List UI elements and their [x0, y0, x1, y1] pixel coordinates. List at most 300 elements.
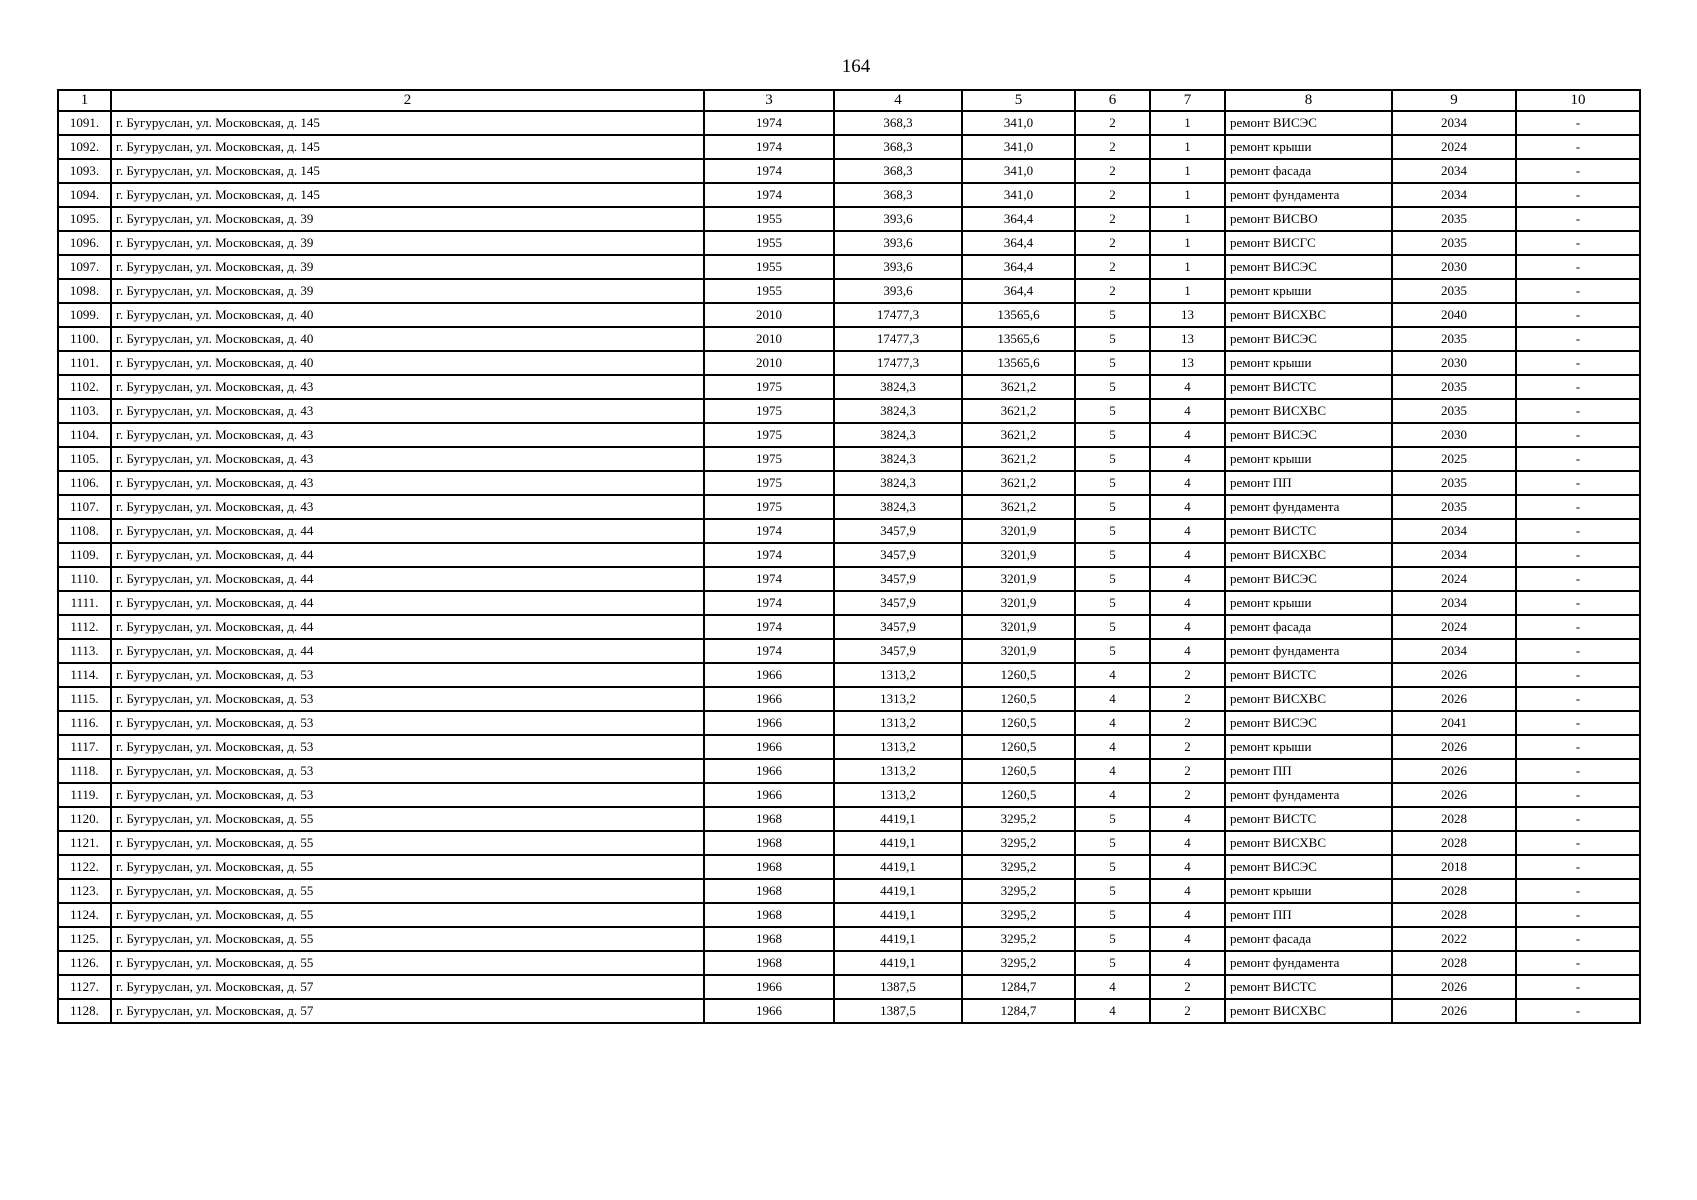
row-number-cell: 1121. [58, 831, 111, 855]
address-cell: г. Бугуруслан, ул. Московская, д. 53 [111, 663, 704, 687]
year-cell: 1966 [704, 687, 834, 711]
table-row [58, 831, 1640, 855]
year-cell: 1974 [704, 135, 834, 159]
row-number-cell: 1092. [58, 135, 111, 159]
work-type-cell: ремонт ВИСЭС [1225, 711, 1392, 735]
column-header: 10 [1516, 90, 1640, 111]
plan-year-cell: 2035 [1392, 375, 1516, 399]
row-number-cell: 1099. [58, 303, 111, 327]
living-area-cell: 3621,2 [962, 471, 1075, 495]
table-row [58, 375, 1640, 399]
plan-year-cell: 2024 [1392, 135, 1516, 159]
table-row [58, 567, 1640, 591]
year-cell: 1975 [704, 495, 834, 519]
floors-cell: 5 [1075, 375, 1150, 399]
note-cell: - [1516, 807, 1640, 831]
total-area-cell: 368,3 [834, 159, 962, 183]
work-type-cell: ремонт фундамента [1225, 951, 1392, 975]
floors-cell: 5 [1075, 951, 1150, 975]
entrances-cell: 13 [1150, 327, 1225, 351]
note-cell: - [1516, 591, 1640, 615]
year-cell: 1975 [704, 399, 834, 423]
table-row [58, 735, 1640, 759]
row-number-cell: 1105. [58, 447, 111, 471]
row-number-cell: 1116. [58, 711, 111, 735]
year-cell: 1966 [704, 999, 834, 1023]
entrances-cell: 2 [1150, 999, 1225, 1023]
year-cell: 1966 [704, 663, 834, 687]
column-header: 2 [111, 90, 704, 111]
work-type-cell: ремонт ВИСТС [1225, 519, 1392, 543]
work-type-cell: ремонт ВИСЭС [1225, 855, 1392, 879]
total-area-cell: 1387,5 [834, 999, 962, 1023]
plan-year-cell: 2028 [1392, 831, 1516, 855]
work-type-cell: ремонт ВИСЭС [1225, 423, 1392, 447]
living-area-cell: 3295,2 [962, 903, 1075, 927]
table-row [58, 135, 1640, 159]
address-cell: г. Бугуруслан, ул. Московская, д. 43 [111, 423, 704, 447]
note-cell: - [1516, 519, 1640, 543]
plan-year-cell: 2028 [1392, 879, 1516, 903]
floors-cell: 4 [1075, 975, 1150, 999]
row-number-cell: 1110. [58, 567, 111, 591]
row-number-cell: 1124. [58, 903, 111, 927]
header-row [58, 90, 1640, 111]
column-header: 4 [834, 90, 962, 111]
row-number-cell: 1117. [58, 735, 111, 759]
plan-year-cell: 2034 [1392, 183, 1516, 207]
row-number-cell: 1103. [58, 399, 111, 423]
floors-cell: 5 [1075, 471, 1150, 495]
floors-cell: 5 [1075, 399, 1150, 423]
note-cell: - [1516, 639, 1640, 663]
year-cell: 2010 [704, 351, 834, 375]
work-type-cell: ремонт ВИСЭС [1225, 255, 1392, 279]
work-type-cell: ремонт крыши [1225, 879, 1392, 903]
address-cell: г. Бугуруслан, ул. Московская, д. 53 [111, 711, 704, 735]
plan-year-cell: 2035 [1392, 207, 1516, 231]
living-area-cell: 1260,5 [962, 783, 1075, 807]
address-cell: г. Бугуруслан, ул. Московская, д. 55 [111, 927, 704, 951]
plan-year-cell: 2034 [1392, 159, 1516, 183]
address-cell: г. Бугуруслан, ул. Московская, д. 53 [111, 759, 704, 783]
table-row [58, 279, 1640, 303]
note-cell: - [1516, 447, 1640, 471]
column-header: 6 [1075, 90, 1150, 111]
living-area-cell: 1260,5 [962, 759, 1075, 783]
plan-year-cell: 2034 [1392, 639, 1516, 663]
total-area-cell: 3824,3 [834, 495, 962, 519]
entrances-cell: 4 [1150, 807, 1225, 831]
work-type-cell: ремонт ВИСЭС [1225, 111, 1392, 135]
row-number-cell: 1118. [58, 759, 111, 783]
year-cell: 1968 [704, 855, 834, 879]
floors-cell: 5 [1075, 567, 1150, 591]
plan-year-cell: 2026 [1392, 663, 1516, 687]
table-row [58, 159, 1640, 183]
address-cell: г. Бугуруслан, ул. Московская, д. 57 [111, 975, 704, 999]
work-type-cell: ремонт ПП [1225, 903, 1392, 927]
note-cell: - [1516, 159, 1640, 183]
note-cell: - [1516, 183, 1640, 207]
entrances-cell: 2 [1150, 975, 1225, 999]
table-row [58, 663, 1640, 687]
plan-year-cell: 2034 [1392, 519, 1516, 543]
year-cell: 1974 [704, 591, 834, 615]
work-type-cell: ремонт ВИСЭС [1225, 567, 1392, 591]
living-area-cell: 3201,9 [962, 543, 1075, 567]
table-row [58, 711, 1640, 735]
address-cell: г. Бугуруслан, ул. Московская, д. 53 [111, 687, 704, 711]
year-cell: 1974 [704, 543, 834, 567]
floors-cell: 5 [1075, 423, 1150, 447]
entrances-cell: 4 [1150, 519, 1225, 543]
year-cell: 1966 [704, 783, 834, 807]
table-row [58, 639, 1640, 663]
row-number-cell: 1104. [58, 423, 111, 447]
entrances-cell: 1 [1150, 111, 1225, 135]
floors-cell: 5 [1075, 351, 1150, 375]
note-cell: - [1516, 975, 1640, 999]
note-cell: - [1516, 279, 1640, 303]
total-area-cell: 1313,2 [834, 663, 962, 687]
work-type-cell: ремонт фундамента [1225, 639, 1392, 663]
table-row [58, 351, 1640, 375]
note-cell: - [1516, 831, 1640, 855]
table-row [58, 903, 1640, 927]
address-cell: г. Бугуруслан, ул. Московская, д. 39 [111, 207, 704, 231]
entrances-cell: 4 [1150, 831, 1225, 855]
note-cell: - [1516, 663, 1640, 687]
living-area-cell: 3295,2 [962, 855, 1075, 879]
year-cell: 1974 [704, 183, 834, 207]
year-cell: 1975 [704, 423, 834, 447]
living-area-cell: 3621,2 [962, 423, 1075, 447]
note-cell: - [1516, 903, 1640, 927]
floors-cell: 2 [1075, 279, 1150, 303]
address-cell: г. Бугуруслан, ул. Московская, д. 55 [111, 855, 704, 879]
work-type-cell: ремонт ВИСХВС [1225, 543, 1392, 567]
living-area-cell: 3201,9 [962, 591, 1075, 615]
year-cell: 1966 [704, 711, 834, 735]
note-cell: - [1516, 111, 1640, 135]
total-area-cell: 1387,5 [834, 975, 962, 999]
total-area-cell: 3457,9 [834, 543, 962, 567]
note-cell: - [1516, 543, 1640, 567]
work-type-cell: ремонт ПП [1225, 471, 1392, 495]
floors-cell: 5 [1075, 303, 1150, 327]
year-cell: 2010 [704, 303, 834, 327]
year-cell: 1968 [704, 927, 834, 951]
floors-cell: 5 [1075, 639, 1150, 663]
floors-cell: 5 [1075, 927, 1150, 951]
entrances-cell: 4 [1150, 639, 1225, 663]
address-cell: г. Бугуруслан, ул. Московская, д. 39 [111, 279, 704, 303]
plan-year-cell: 2026 [1392, 735, 1516, 759]
row-number-cell: 1120. [58, 807, 111, 831]
table-row [58, 759, 1640, 783]
row-number-cell: 1123. [58, 879, 111, 903]
total-area-cell: 3457,9 [834, 567, 962, 591]
total-area-cell: 3824,3 [834, 375, 962, 399]
address-cell: г. Бугуруслан, ул. Московская, д. 43 [111, 375, 704, 399]
work-type-cell: ремонт ВИСЭС [1225, 327, 1392, 351]
address-cell: г. Бугуруслан, ул. Московская, д. 145 [111, 183, 704, 207]
row-number-cell: 1098. [58, 279, 111, 303]
total-area-cell: 3824,3 [834, 399, 962, 423]
entrances-cell: 1 [1150, 135, 1225, 159]
living-area-cell: 3295,2 [962, 951, 1075, 975]
year-cell: 1974 [704, 159, 834, 183]
living-area-cell: 1284,7 [962, 975, 1075, 999]
year-cell: 1974 [704, 615, 834, 639]
work-type-cell: ремонт ВИСТС [1225, 975, 1392, 999]
floors-cell: 4 [1075, 999, 1150, 1023]
living-area-cell: 1260,5 [962, 687, 1075, 711]
entrances-cell: 4 [1150, 567, 1225, 591]
total-area-cell: 1313,2 [834, 687, 962, 711]
table-row [58, 327, 1640, 351]
entrances-cell: 2 [1150, 663, 1225, 687]
total-area-cell: 368,3 [834, 183, 962, 207]
floors-cell: 5 [1075, 543, 1150, 567]
address-cell: г. Бугуруслан, ул. Московская, д. 55 [111, 879, 704, 903]
total-area-cell: 393,6 [834, 279, 962, 303]
plan-year-cell: 2028 [1392, 807, 1516, 831]
address-cell: г. Бугуруслан, ул. Московская, д. 44 [111, 543, 704, 567]
address-cell: г. Бугуруслан, ул. Московская, д. 145 [111, 135, 704, 159]
address-cell: г. Бугуруслан, ул. Московская, д. 44 [111, 615, 704, 639]
year-cell: 1966 [704, 735, 834, 759]
note-cell: - [1516, 567, 1640, 591]
plan-year-cell: 2035 [1392, 471, 1516, 495]
plan-year-cell: 2034 [1392, 591, 1516, 615]
floors-cell: 4 [1075, 759, 1150, 783]
plan-year-cell: 2034 [1392, 543, 1516, 567]
note-cell: - [1516, 759, 1640, 783]
table-row [58, 879, 1640, 903]
row-number-cell: 1113. [58, 639, 111, 663]
living-area-cell: 341,0 [962, 111, 1075, 135]
year-cell: 1968 [704, 951, 834, 975]
address-cell: г. Бугуруслан, ул. Московская, д. 40 [111, 303, 704, 327]
entrances-cell: 4 [1150, 375, 1225, 399]
floors-cell: 2 [1075, 231, 1150, 255]
address-cell: г. Бугуруслан, ул. Московская, д. 55 [111, 807, 704, 831]
work-type-cell: ремонт ВИСХВС [1225, 999, 1392, 1023]
plan-year-cell: 2026 [1392, 975, 1516, 999]
plan-year-cell: 2026 [1392, 783, 1516, 807]
floors-cell: 2 [1075, 183, 1150, 207]
row-number-cell: 1119. [58, 783, 111, 807]
table-row [58, 207, 1640, 231]
year-cell: 1974 [704, 567, 834, 591]
year-cell: 1974 [704, 639, 834, 663]
living-area-cell: 1260,5 [962, 735, 1075, 759]
work-type-cell: ремонт ВИСХВС [1225, 687, 1392, 711]
address-cell: г. Бугуруслан, ул. Московская, д. 44 [111, 591, 704, 615]
entrances-cell: 1 [1150, 159, 1225, 183]
year-cell: 1955 [704, 255, 834, 279]
note-cell: - [1516, 615, 1640, 639]
work-type-cell: ремонт ВИСХВС [1225, 303, 1392, 327]
plan-year-cell: 2034 [1392, 111, 1516, 135]
total-area-cell: 4419,1 [834, 831, 962, 855]
living-area-cell: 3621,2 [962, 495, 1075, 519]
work-type-cell: ремонт фасада [1225, 927, 1392, 951]
work-type-cell: ремонт крыши [1225, 351, 1392, 375]
year-cell: 1966 [704, 975, 834, 999]
work-type-cell: ремонт ВИСХВС [1225, 831, 1392, 855]
entrances-cell: 4 [1150, 495, 1225, 519]
total-area-cell: 1313,2 [834, 783, 962, 807]
plan-year-cell: 2026 [1392, 687, 1516, 711]
floors-cell: 5 [1075, 615, 1150, 639]
floors-cell: 5 [1075, 495, 1150, 519]
address-cell: г. Бугуруслан, ул. Московская, д. 39 [111, 255, 704, 279]
row-number-cell: 1108. [58, 519, 111, 543]
plan-year-cell: 2028 [1392, 903, 1516, 927]
year-cell: 1975 [704, 471, 834, 495]
repair-schedule-table [57, 89, 1641, 1024]
work-type-cell: ремонт крыши [1225, 591, 1392, 615]
entrances-cell: 4 [1150, 879, 1225, 903]
plan-year-cell: 2026 [1392, 999, 1516, 1023]
table-row [58, 615, 1640, 639]
table-row [58, 471, 1640, 495]
living-area-cell: 3201,9 [962, 519, 1075, 543]
entrances-cell: 2 [1150, 759, 1225, 783]
table-row [58, 975, 1640, 999]
note-cell: - [1516, 735, 1640, 759]
plan-year-cell: 2030 [1392, 255, 1516, 279]
work-type-cell: ремонт крыши [1225, 447, 1392, 471]
table-row [58, 423, 1640, 447]
year-cell: 1968 [704, 831, 834, 855]
total-area-cell: 17477,3 [834, 351, 962, 375]
row-number-cell: 1126. [58, 951, 111, 975]
entrances-cell: 13 [1150, 303, 1225, 327]
note-cell: - [1516, 351, 1640, 375]
year-cell: 1974 [704, 111, 834, 135]
living-area-cell: 341,0 [962, 183, 1075, 207]
floors-cell: 2 [1075, 159, 1150, 183]
note-cell: - [1516, 375, 1640, 399]
table-row [58, 927, 1640, 951]
living-area-cell: 3201,9 [962, 567, 1075, 591]
floors-cell: 2 [1075, 135, 1150, 159]
total-area-cell: 4419,1 [834, 879, 962, 903]
address-cell: г. Бугуруслан, ул. Московская, д. 55 [111, 951, 704, 975]
floors-cell: 4 [1075, 687, 1150, 711]
note-cell: - [1516, 255, 1640, 279]
total-area-cell: 368,3 [834, 111, 962, 135]
page-number: 164 [841, 56, 871, 77]
plan-year-cell: 2041 [1392, 711, 1516, 735]
living-area-cell: 3295,2 [962, 831, 1075, 855]
work-type-cell: ремонт ВИСХВС [1225, 399, 1392, 423]
total-area-cell: 3824,3 [834, 471, 962, 495]
work-type-cell: ремонт ВИСГС [1225, 231, 1392, 255]
living-area-cell: 3621,2 [962, 447, 1075, 471]
total-area-cell: 3457,9 [834, 615, 962, 639]
living-area-cell: 3295,2 [962, 879, 1075, 903]
row-number-cell: 1102. [58, 375, 111, 399]
address-cell: г. Бугуруслан, ул. Московская, д. 43 [111, 495, 704, 519]
plan-year-cell: 2025 [1392, 447, 1516, 471]
entrances-cell: 1 [1150, 207, 1225, 231]
row-number-cell: 1128. [58, 999, 111, 1023]
plan-year-cell: 2035 [1392, 399, 1516, 423]
plan-year-cell: 2026 [1392, 759, 1516, 783]
note-cell: - [1516, 423, 1640, 447]
year-cell: 1955 [704, 207, 834, 231]
entrances-cell: 2 [1150, 711, 1225, 735]
note-cell: - [1516, 927, 1640, 951]
work-type-cell: ремонт фундамента [1225, 183, 1392, 207]
table-row [58, 399, 1640, 423]
year-cell: 1974 [704, 519, 834, 543]
living-area-cell: 13565,6 [962, 351, 1075, 375]
plan-year-cell: 2030 [1392, 423, 1516, 447]
note-cell: - [1516, 135, 1640, 159]
living-area-cell: 3201,9 [962, 639, 1075, 663]
total-area-cell: 1313,2 [834, 735, 962, 759]
living-area-cell: 3201,9 [962, 615, 1075, 639]
floors-cell: 5 [1075, 903, 1150, 927]
table-row [58, 807, 1640, 831]
row-number-cell: 1111. [58, 591, 111, 615]
floors-cell: 5 [1075, 519, 1150, 543]
work-type-cell: ремонт фундамента [1225, 495, 1392, 519]
floors-cell: 2 [1075, 111, 1150, 135]
entrances-cell: 13 [1150, 351, 1225, 375]
floors-cell: 4 [1075, 663, 1150, 687]
work-type-cell: ремонт ВИСТС [1225, 807, 1392, 831]
living-area-cell: 3621,2 [962, 399, 1075, 423]
living-area-cell: 1284,7 [962, 999, 1075, 1023]
entrances-cell: 1 [1150, 255, 1225, 279]
table-row [58, 231, 1640, 255]
entrances-cell: 2 [1150, 687, 1225, 711]
year-cell: 1966 [704, 759, 834, 783]
column-header: 8 [1225, 90, 1392, 111]
work-type-cell: ремонт крыши [1225, 735, 1392, 759]
living-area-cell: 3295,2 [962, 807, 1075, 831]
living-area-cell: 364,4 [962, 279, 1075, 303]
table-row [58, 591, 1640, 615]
work-type-cell: ремонт ВИСВО [1225, 207, 1392, 231]
living-area-cell: 13565,6 [962, 303, 1075, 327]
floors-cell: 5 [1075, 831, 1150, 855]
row-number-cell: 1106. [58, 471, 111, 495]
living-area-cell: 341,0 [962, 159, 1075, 183]
living-area-cell: 1260,5 [962, 663, 1075, 687]
table-row [58, 687, 1640, 711]
entrances-cell: 4 [1150, 471, 1225, 495]
total-area-cell: 3457,9 [834, 639, 962, 663]
address-cell: г. Бугуруслан, ул. Московская, д. 43 [111, 447, 704, 471]
table-row [58, 303, 1640, 327]
entrances-cell: 4 [1150, 951, 1225, 975]
plan-year-cell: 2028 [1392, 951, 1516, 975]
living-area-cell: 364,4 [962, 255, 1075, 279]
address-cell: г. Бугуруслан, ул. Московская, д. 44 [111, 639, 704, 663]
table-row [58, 855, 1640, 879]
living-area-cell: 1260,5 [962, 711, 1075, 735]
row-number-cell: 1109. [58, 543, 111, 567]
total-area-cell: 3824,3 [834, 423, 962, 447]
